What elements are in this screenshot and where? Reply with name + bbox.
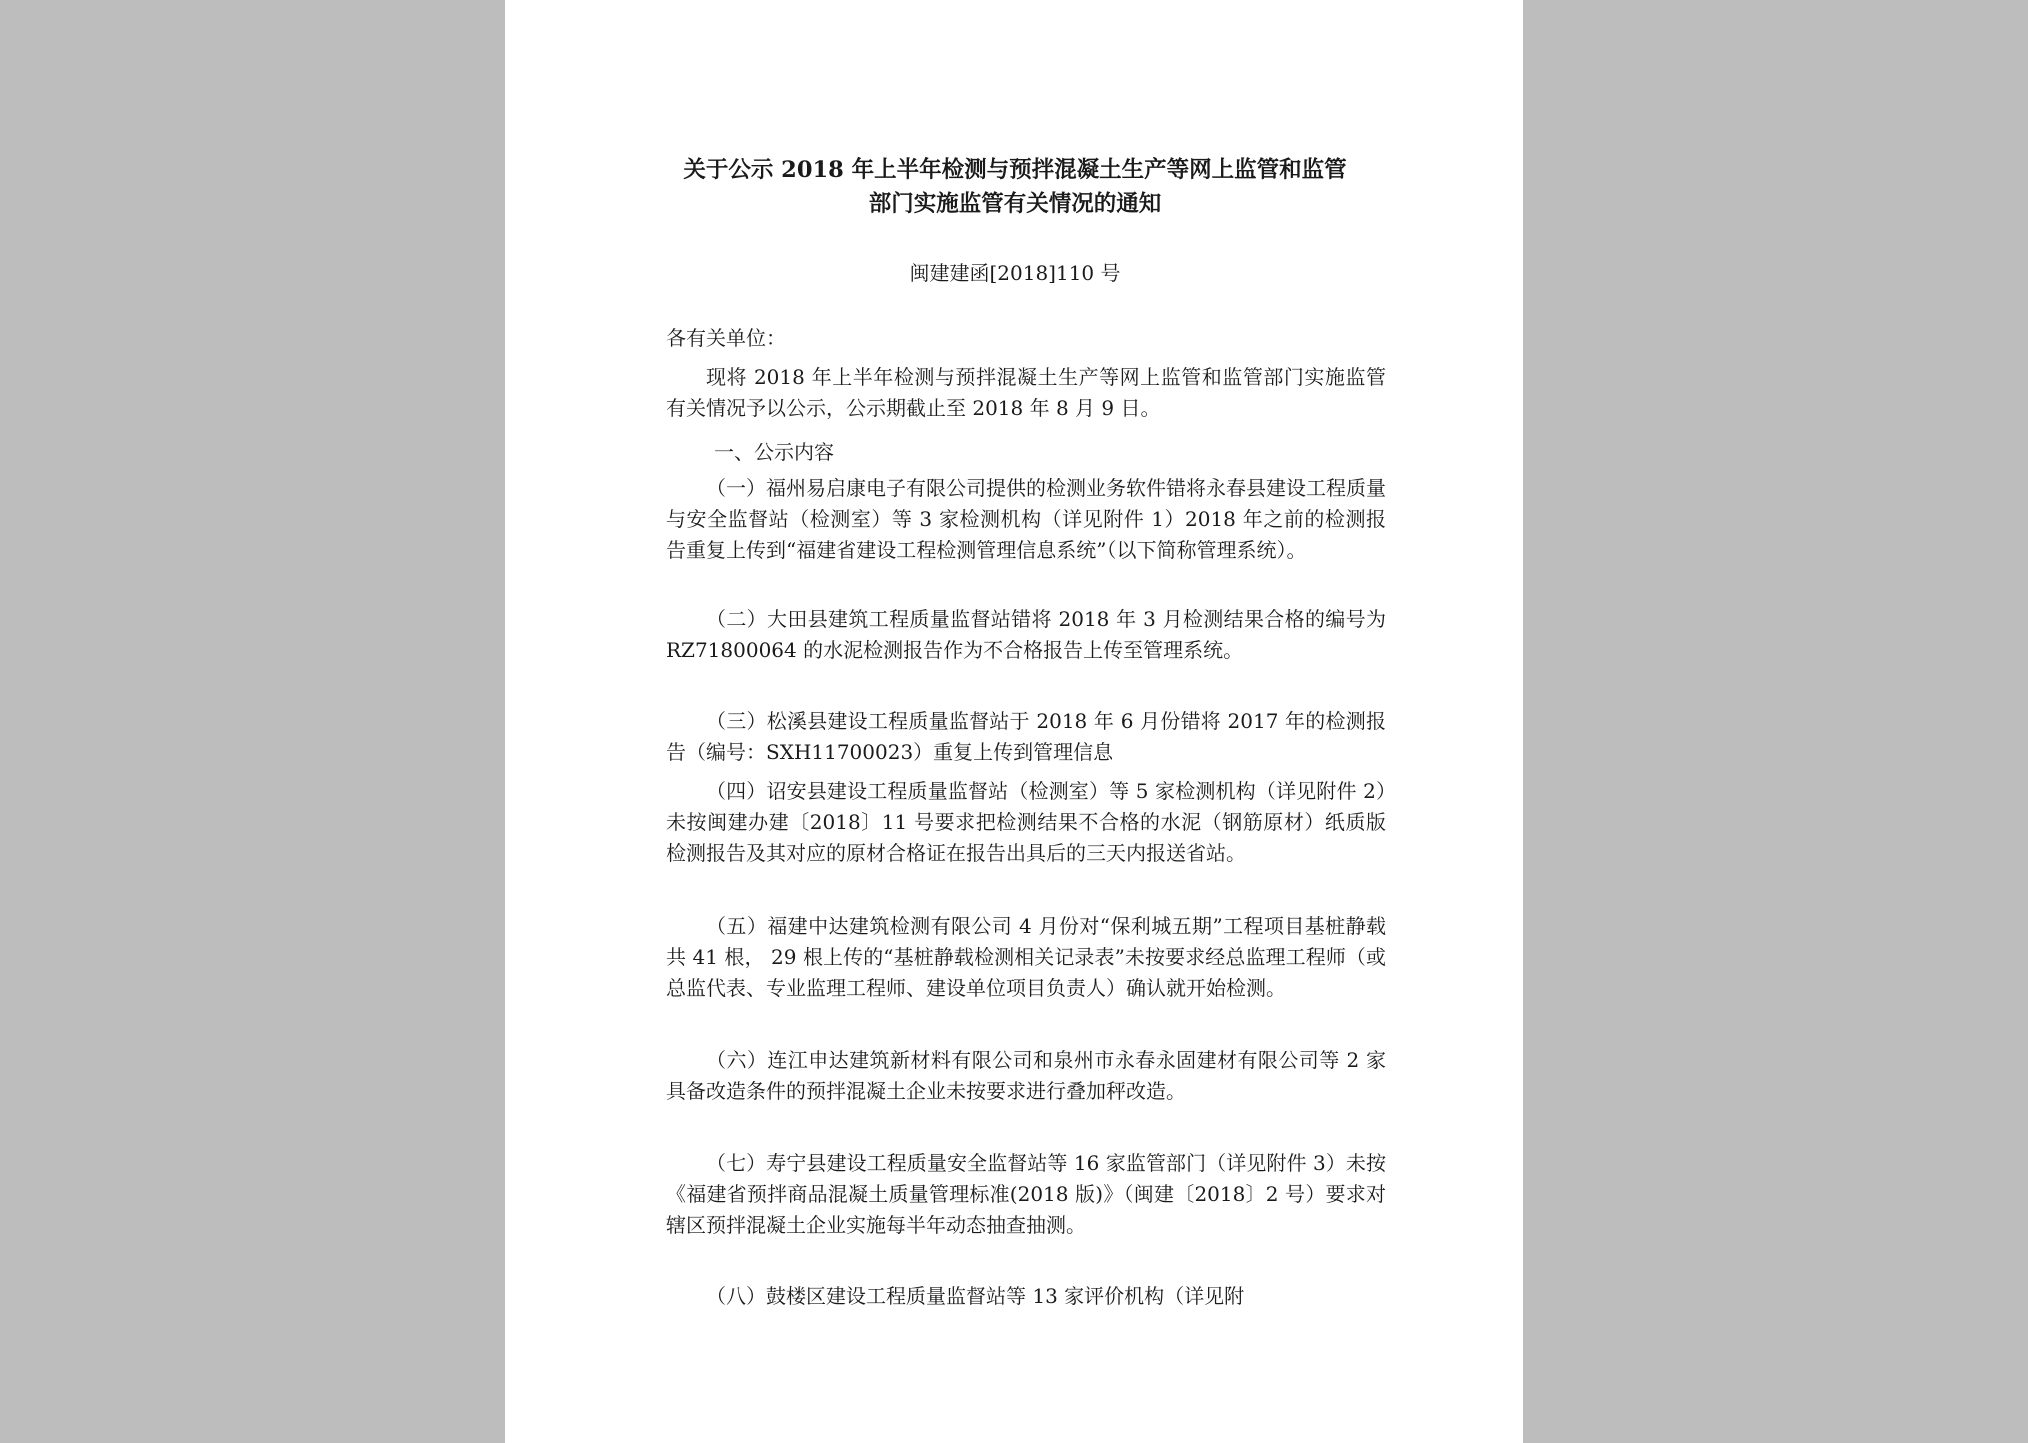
section-heading: 一、公示内容	[714, 440, 834, 464]
item-paragraph-8: （八）鼓楼区建设工程质量监督站等 13 家评价机构（详见附	[706, 1284, 1245, 1308]
item-paragraph-7: （七）寿宁县建设工程质量安全监督站等 16 家监管部门（详见附件 3）未按《福建省预拌商品混凝土质量管理标准(2018 版)》（闽建〔2018〕2 号）要求对辖区预拌混凝土企业实施每半年动态抽查抽测。	[666, 1151, 1386, 1237]
document-title	[565, 153, 1465, 221]
intro-paragraph: 现将 2018 年上半年检测与预拌混凝土生产等网上监管和监管部门实施监管有关情况予以公示，公示期截止至 2018 年 8 月 9 日。	[666, 365, 1386, 420]
item-paragraph-3: （三）松溪县建设工程质量监督站于 2018 年 6 月份错将 2017 年的检测报告（编号：SXH11700023）重复上传到管理信息	[666, 709, 1386, 764]
title-line-2: 部门实施监管有关情况的通知	[868, 191, 1162, 217]
item-paragraph-5: （五）福建中达建筑检测有限公司 4 月份对“保利城五期”工程项目基桩静载共 41 根， 29 根上传的“基桩静载检测相关记录表”未按要求经总监理工程师（或总监代表、专业监理工程师、建设单位项目负责人）确认就开始检测。	[666, 914, 1386, 1000]
document-number: 闽建建函[2018]110 号	[909, 261, 1121, 285]
title-line-1: 关于公示 2018 年上半年检测与预拌混凝土生产等网上监管和监管	[683, 157, 1347, 183]
item-paragraph-4: （四）诏安县建设工程质量监督站（检测室）等 5 家检测机构（详见附件 2）未按闽建办建〔2018〕11 号要求把检测结果不合格的水泥（钢筋原材）纸质版检测报告及其对应的原材合格证在报告出具后的三天内报送省站。	[666, 779, 1386, 865]
item-paragraph-1: （一）福州易启康电子有限公司提供的检测业务软件错将永春县建设工程质量与安全监督站（检测室）等 3 家检测机构（详见附件 1）2018 年之前的检测报告重复上传到“福建省建设工程检测管理信息系统”（以下简称管理系统）。	[666, 476, 1386, 562]
salutation: 各有关单位：	[666, 326, 786, 350]
item-paragraph-2: （二）大田县建筑工程质量监督站错将 2018 年 3 月检测结果合格的编号为 RZ71800064 的水泥检测报告作为不合格报告上传至管理系统。	[666, 607, 1386, 662]
document-page	[505, 0, 1523, 1443]
item-paragraph-6: （六）连江申达建筑新材料有限公司和泉州市永春永固建材有限公司等 2 家具备改造条件的预拌混凝土企业未按要求进行叠加秤改造。	[666, 1048, 1386, 1103]
